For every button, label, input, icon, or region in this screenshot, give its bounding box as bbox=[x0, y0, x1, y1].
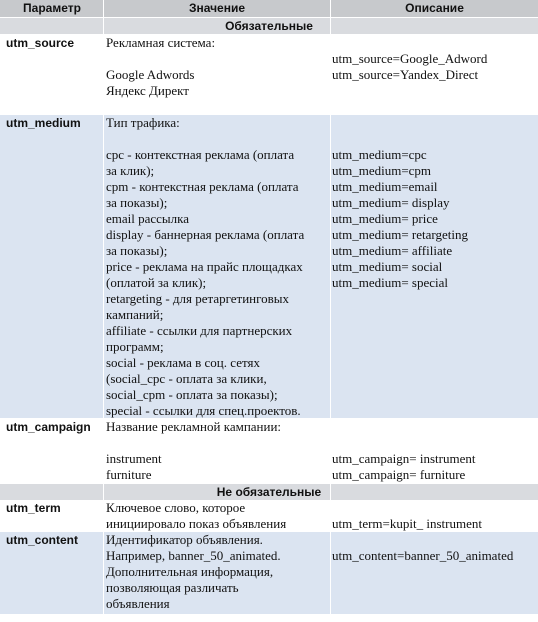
value-line: позволяющая различать bbox=[106, 580, 239, 595]
value-line bbox=[106, 131, 330, 147]
param-value bbox=[104, 35, 330, 99]
desc-line: utm_medium=cpm bbox=[332, 163, 432, 178]
value-line: кампаний; bbox=[106, 307, 164, 322]
param-description bbox=[331, 532, 538, 564]
value-line: Название рекламной кампании: bbox=[106, 419, 282, 434]
value-line: Идентификатор объявления. bbox=[106, 532, 263, 547]
param-description bbox=[331, 35, 538, 83]
desc-line bbox=[332, 35, 538, 51]
param-value bbox=[104, 532, 330, 612]
value-line: Яндекс Директ bbox=[106, 83, 189, 98]
value-line: Например, banner_50_animated. bbox=[106, 548, 281, 563]
value-line: furniture bbox=[106, 467, 152, 482]
value-line: Google Adwords bbox=[106, 67, 195, 82]
desc-line: utm_source=Yandex_Direct bbox=[332, 67, 479, 82]
value-line: за показы); bbox=[106, 195, 168, 210]
desc-line bbox=[332, 532, 538, 548]
value-line: Ключевое слово, которое bbox=[106, 500, 246, 515]
desc-line: utm_term=kupit_ instrument bbox=[332, 516, 482, 531]
section-optional-label: Не обязательные bbox=[216, 485, 322, 499]
desc-line: utm_campaign= furniture bbox=[332, 467, 466, 482]
value-line: за клик); bbox=[106, 163, 155, 178]
row-divider bbox=[0, 34, 538, 35]
table-header-row bbox=[0, 0, 538, 18]
value-line: Рекламная система: bbox=[106, 35, 216, 50]
value-line: программ; bbox=[106, 339, 164, 354]
desc-line: utm_medium= social bbox=[332, 259, 443, 274]
desc-line: utm_campaign= instrument bbox=[332, 451, 476, 466]
value-line: инициировало показ объявления bbox=[106, 516, 287, 531]
section-required-label: Обязательные bbox=[225, 19, 313, 33]
desc-line: utm_medium= special bbox=[332, 275, 449, 290]
row-divider bbox=[0, 114, 538, 115]
param-description bbox=[331, 115, 538, 291]
param-name: utm_source bbox=[6, 36, 75, 50]
param-name: utm_medium bbox=[6, 116, 81, 130]
value-line: price - реклама на прайс площадках bbox=[106, 259, 303, 274]
param-name: utm_campaign bbox=[6, 420, 91, 434]
desc-line: utm_source=Google_Adword bbox=[332, 51, 488, 66]
value-line: special - ссылки для спец.проектов. bbox=[106, 403, 301, 418]
table-row-utm-content bbox=[0, 532, 538, 614]
header-description: Описание bbox=[405, 1, 464, 15]
value-line: display - баннерная реклама (оплата bbox=[106, 227, 305, 242]
value-line: (social_cpc - оплата за клики, bbox=[106, 371, 267, 386]
header-param: Параметр bbox=[23, 1, 81, 15]
desc-line bbox=[332, 115, 538, 131]
value-line: retargeting - для ретаргетинговых bbox=[106, 291, 290, 306]
param-name: utm_content bbox=[6, 533, 78, 547]
param-value bbox=[104, 115, 330, 419]
value-line: email рассылка bbox=[106, 211, 190, 226]
param-description bbox=[331, 419, 538, 483]
value-line: social - реклама в соц. сетях bbox=[106, 355, 260, 370]
desc-line: utm_medium= display bbox=[332, 195, 450, 210]
table-row-utm-source bbox=[0, 35, 538, 114]
param-value bbox=[104, 419, 330, 483]
desc-line: utm_medium=cpc bbox=[332, 147, 427, 162]
desc-line: utm_content=banner_50_animated bbox=[332, 548, 514, 563]
value-line: cpm - контекстная реклама (оплата bbox=[106, 179, 299, 194]
section-required-row bbox=[0, 18, 538, 34]
desc-line bbox=[332, 435, 538, 451]
value-line: Тип трафика: bbox=[106, 115, 180, 130]
value-line: за показы); bbox=[106, 243, 168, 258]
value-line bbox=[106, 51, 330, 67]
row-divider bbox=[0, 17, 538, 18]
value-line: (оплатой за клик); bbox=[106, 275, 207, 290]
header-value: Значение bbox=[188, 1, 246, 15]
param-description bbox=[331, 500, 538, 532]
value-line: instrument bbox=[106, 451, 162, 466]
row-divider bbox=[0, 418, 538, 419]
param-value bbox=[104, 500, 330, 532]
desc-line: utm_medium=email bbox=[332, 179, 438, 194]
value-line: affiliate - ссылки для партнерских bbox=[106, 323, 293, 338]
value-line: cpc - контекстная реклама (оплата bbox=[106, 147, 295, 162]
desc-line bbox=[332, 500, 538, 516]
desc-line bbox=[332, 131, 538, 147]
table-row-utm-term bbox=[0, 500, 538, 532]
value-line: social_cpm - оплата за показы); bbox=[106, 387, 278, 402]
value-line: объявления bbox=[106, 596, 170, 611]
table-row-utm-medium bbox=[0, 115, 538, 418]
value-line: Дополнительная информация, bbox=[106, 564, 274, 579]
param-name: utm_term bbox=[6, 501, 61, 515]
desc-line: utm_medium= retargeting bbox=[332, 227, 468, 242]
value-line bbox=[106, 435, 330, 451]
table-row-utm-campaign bbox=[0, 419, 538, 484]
column-divider bbox=[103, 0, 104, 614]
column-divider bbox=[330, 0, 331, 614]
desc-line: utm_medium= affiliate bbox=[332, 243, 453, 258]
section-optional-row bbox=[0, 484, 538, 500]
desc-line bbox=[332, 419, 538, 435]
desc-line: utm_medium= price bbox=[332, 211, 438, 226]
